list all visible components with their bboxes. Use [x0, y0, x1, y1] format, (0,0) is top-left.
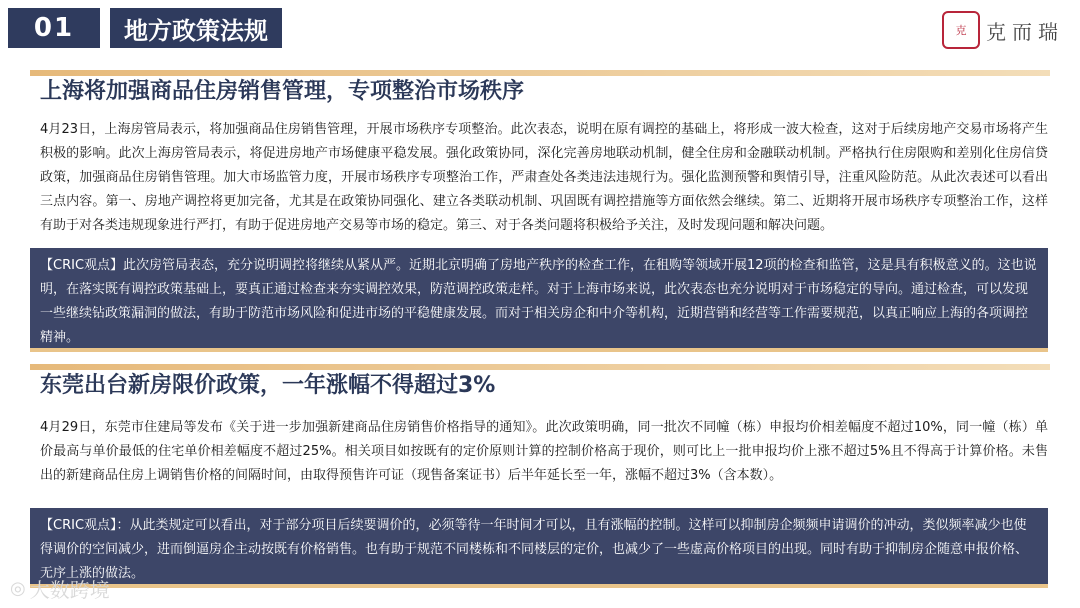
cric-opinion-shanghai: 【CRIC观点】此次房管局表态，充分说明调控将继续从紧从严。近期北京明确了房地产秩序的检查工作，在租购等领域开展12项的检查和监管，这是具有积极意义的。这也说明，在落实既有调控政策基础上，要真正通过检查来夯实调控效果，防范调控政策走样。对于上海市场来说，此次表态也充分说明对于市场稳定的导向。通过检查，可以发现一些继续钻政策漏洞的做法，有助于防范市场风险和促进市场的平稳健康发展。而对于相关房企和中介等机构，近期营销和经营等工作需要规范，以真正响应上海的各项调控精神。 [30, 248, 1048, 348]
article-title-shanghai: 上海将加强商品住房销售管理，专项整治市场秩序 [40, 79, 525, 104]
opinion-divider [30, 584, 1048, 588]
opinion-divider [30, 348, 1048, 352]
watermark-text: 大数跨境 [29, 578, 110, 602]
section-title: 地方政策法规 [110, 8, 282, 48]
watermark-icon: ◎ [10, 578, 26, 599]
article-body-shanghai: 4月23日，上海房管局表示，将加强商品住房销售管理，开展市场秩序专项整治。此次表态，说明在原有调控的基础上，将形成一波大检查，这对于后续房地产交易市场将产生积极的影响。此次上海房管局表示，将促进房地产市场健康平稳发展。强化政策协同，深化完善房地联动机制，健全住房和金融联动机制。严格执行住房限购和差别化住房信贷政策，加强商品住房销售管理。加大市场监管力度，开展市场秩序专项整治工作，严肃查处各类违法违规行为。强化监测预警和舆情引导，注重风险防范。从此次表述可以看出三点内容。第一、房地产调控将更加完备，尤其是在政策协同强化、建立各类联动机制、巩固既有调控措施等方面依然会继续。第二、近期将开展市场秩序专项整治工作，这样有助于对各类违规现象进行严打，有助于促进房地产交易等市场的稳定。第三、对于各类问题将积极给予关注，及时发现问题和解决问题。 [40, 122, 1048, 233]
logo-icon: 克 [942, 11, 980, 49]
cric-opinion-dongguan: 【CRIC观点】：从此类规定可以看出，对于部分项目后续要调价的，必须等待一年时间才可以，且有涨幅的控制。这样可以抑制房企频频申请调价的冲动，类似频率减少也使得调价的空间减少，进而倒逼房企主动按既有价格销售。也有助于规范不同楼栋和不同楼层的定价，也减少了一些虚高价格项目的出现。同时有助于抑制房企随意申报价格、无序上涨的做法。 [30, 508, 1048, 584]
brand-logo [942, 12, 1064, 48]
logo-text: 克而瑞 [986, 19, 1064, 44]
article-body-dongguan: 4月29日，东莞市住建局等发布《关于进一步加强新建商品住房销售价格指导的通知》。此次政策明确，同一批次不同幢（栋）申报均价相差幅度不超过10%，同一幢（栋）单价最高与单价最低的住宅单价相差幅度不超过25%。相关项目如按既有的定价原则计算的控制价格高于现价，则可比上一批申报均价上涨不超过5%且不得高于计算价格。未售出的新建商品住房上调销售价格的间隔时间，由取得预售许可证（现售备案证书）后半年延长至一年，涨幅不超过3%（含本数）。 [40, 420, 1048, 483]
watermark [10, 574, 110, 603]
article-title-dongguan: 东莞出台新房限价政策，一年涨幅不得超过3% [40, 373, 496, 398]
section-number-badge: 01 [8, 8, 100, 48]
